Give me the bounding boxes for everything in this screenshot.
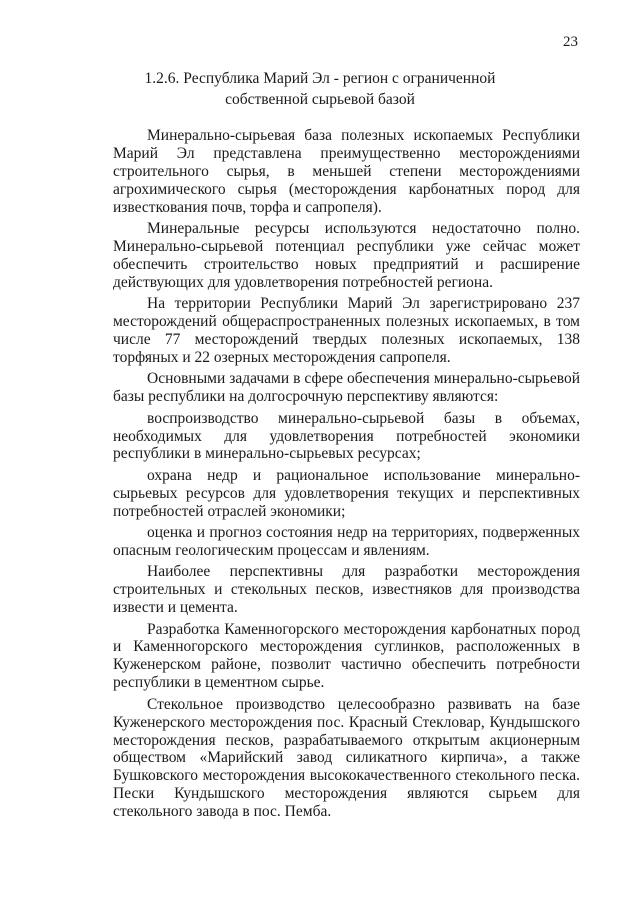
paragraph-task-assessment: оценка и прогноз состояния недр на территориях, подверженных опасным геологическим процессам и явлениям.: [113, 524, 580, 559]
paragraph-main-tasks: Основными задачами в сфере обеспечения минерально-сырьевой базы республики на долгосрочную перспективу являются:: [113, 370, 580, 406]
paragraph-registered-deposits: На территории Республики Марий Эл зарегистрировано 237 месторождений общераспространенных полезных ископаемых, в том числе 77 месторождений твердых полезных ископаемых, 138 торфяных и 22 озерных месторождения сапропеля.: [113, 295, 580, 366]
paragraph-resource-use: Минеральные ресурсы используются недостаточно полно. Минерально-сырьевой потенциал республики уже сейчас может обеспечить строительство новых предприятий и расширение действующих для удовлетворения потребностей региона.: [113, 220, 580, 291]
paragraph-mineral-base: Минерально-сырьевая база полезных ископаемых Республики Марий Эл представлена преимущественно месторождениями строительного сырья, в меньшей степени месторождениями агрохимического сырья (месторождения карбонатных пород для известкования почв, торфа и сапропеля).: [113, 127, 580, 216]
paragraph-glass-production: Стекольное производство целесообразно развивать на базе Куженерского месторождения пос. Красный Стекловар, Кундышского месторождения песков, разрабатываемого открытым акционерным обществом «Марийский завод силикатного кирпича», а также Бушковского месторождения высококачественного стекольного песка. Пески Кундышского месторождения являются сырьем для стекольного завода в пос. Пемба.: [113, 695, 580, 821]
section-heading-line-1: 1.2.6. Республика Марий Эл - регион с ограниченной: [144, 70, 496, 87]
section-heading-line-2: собственной сырьевой базой: [225, 91, 415, 108]
paragraph-task-protection: охрана недр и рациональное использование минерально-сырьевых ресурсов для удовлетворения текущих и перспективных потребностей отраслей экономики;: [113, 466, 580, 520]
paragraph-task-reproduction: воспроизводство минерально-сырьевой базы в объемах, необходимых для удовлетворения потребностей экономики республики в минерально-сырьевых ресурсах;: [113, 409, 580, 463]
paragraph-kamennogorsk: Разработка Каменногорского месторождения карбонатных пород и Каменногорского месторождения суглинков, расположенных в Куженерском районе, позволит частично обеспечить потребности республики в цементном сырье.: [113, 620, 580, 692]
paragraph-promising-deposits: Наиболее перспективны для разработки месторождения строительных и стекольных песков, известняков для производства извести и цемента.: [113, 563, 580, 617]
body-text: [113, 127, 580, 825]
section-heading: [110, 68, 530, 110]
page-number: 23: [563, 34, 578, 50]
